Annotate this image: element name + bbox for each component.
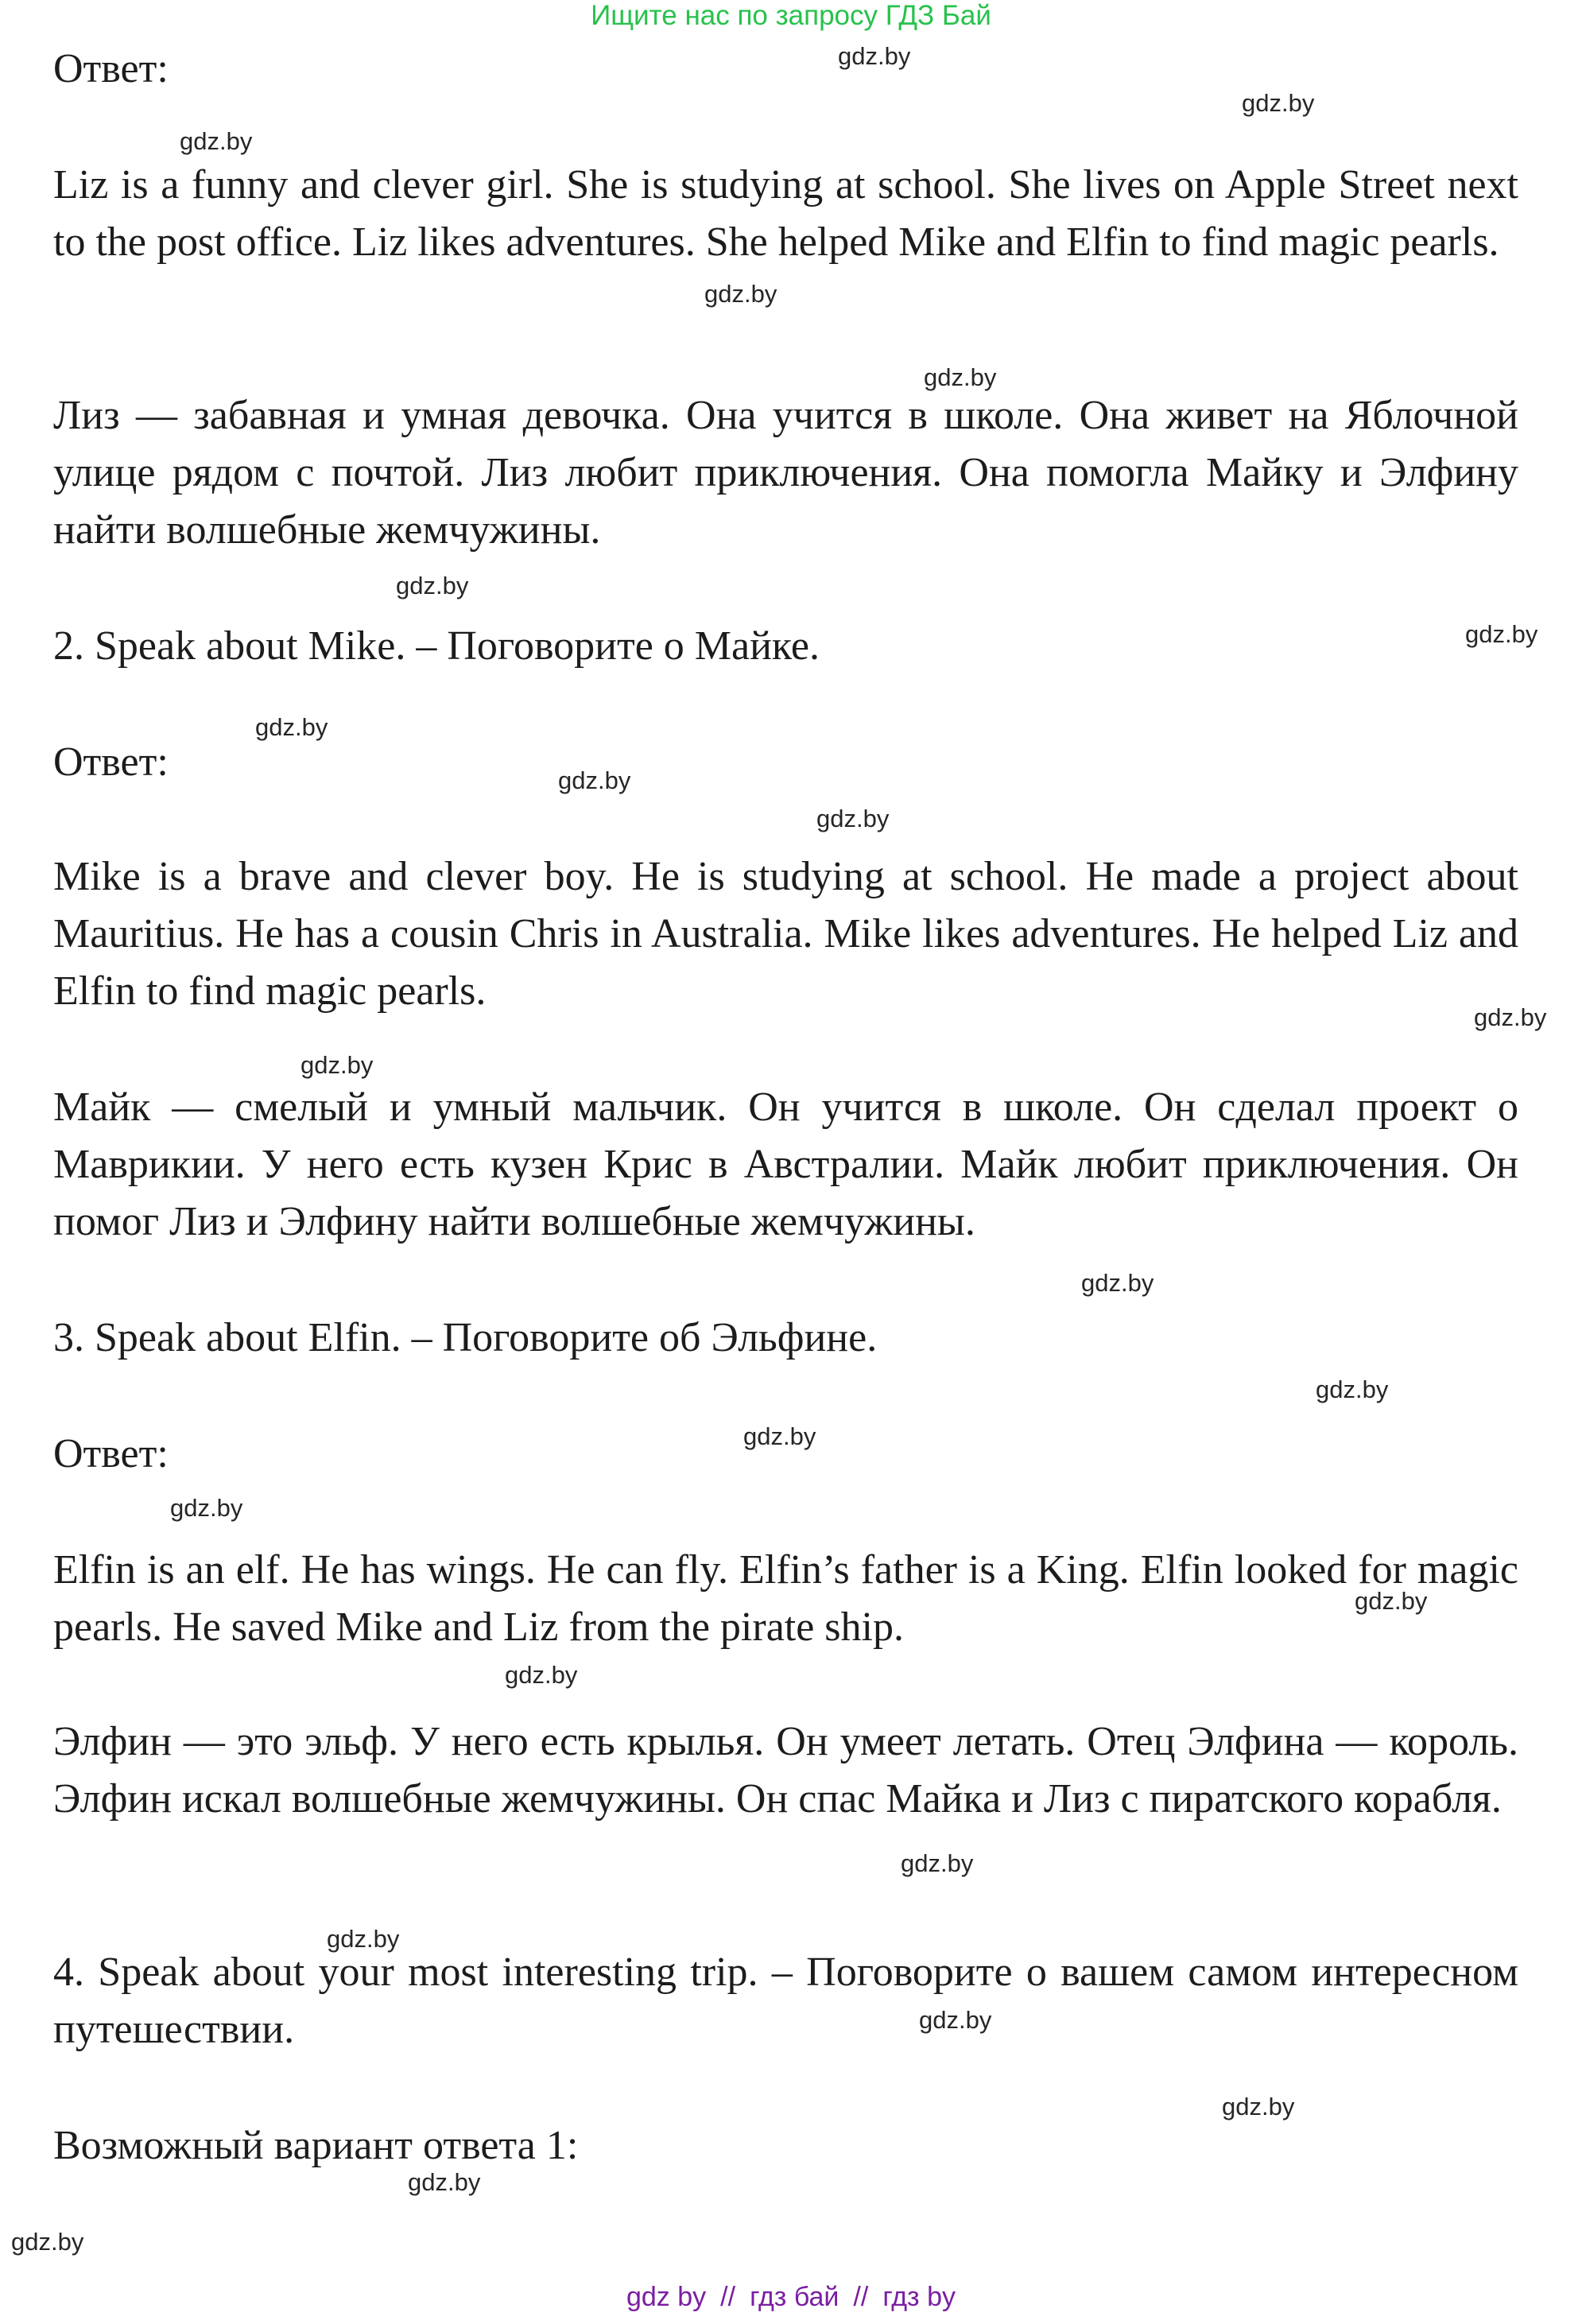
watermark: gdz.by — [1222, 2093, 1295, 2120]
elfin-russian-paragraph: Элфин — это эльф. У него есть крылья. Он умеет летать. Отец Элфина — король. Элфин искал волшебные жемчужины. Он спас Майка и Лиз с пиратского корабля. — [53, 1719, 1518, 1822]
mike-russian-paragraph: Майк — смелый и умный мальчик. Он учится в школе. Он сделал проект о Маврикии. У него есть кузен Крис в Австралии. Майк любит приключения. Он помог Лиз и Элфину найти волшебные жемчужины. — [53, 1084, 1518, 1244]
footer-links — [0, 2281, 1582, 2313]
watermark: gdz.by — [816, 805, 890, 832]
watermark: gdz.by — [1465, 620, 1538, 648]
watermark: gdz.by — [838, 42, 911, 70]
footer-link-gdz-by[interactable]: gdz by — [626, 2282, 707, 2312]
liz-english-paragraph: Liz is a funny and clever girl. She is studying at school. She lives on Apple Street next to the post office. Liz likes adventures. She helped Mike and Elfin to find magic pearls. — [53, 162, 1518, 265]
task-4-heading: 4. Speak about your most interesting trip. – Поговорите о вашем самом интересном путешествии. — [53, 1950, 1518, 2052]
watermark: gdz.by — [1316, 1375, 1389, 1403]
liz-russian-paragraph: Лиз — забавная и умная девочка. Она учится в школе. Она живет на Яблочной улице рядом с почтой. Лиз любит приключения. Она помогла Майку и Элфину найти волшебные жемчужины. — [53, 393, 1518, 553]
variant-label: Возможный вариант ответа 1: — [53, 2123, 579, 2168]
footer-link-gdz-by-ru[interactable]: гдз by — [882, 2282, 956, 2312]
watermark: gdz.by — [924, 363, 997, 391]
watermark: gdz.by — [180, 127, 253, 155]
watermark: gdz.by — [170, 1494, 243, 1522]
watermark: gdz.by — [1474, 1003, 1547, 1031]
elfin-english-paragraph: Elfin is an elf. He has wings. He can fly. Elfin’s father is a King. Elfin looked for magic pearls. He saved Mike and Liz from the pirate ship. — [53, 1547, 1518, 1650]
watermark: gdz.by — [901, 1849, 974, 1877]
watermark: gdz.by — [396, 572, 469, 599]
watermark: gdz.by — [1355, 1587, 1428, 1615]
watermark: gdz.by — [408, 2168, 481, 2196]
answer-label: Ответ: — [53, 46, 169, 91]
footer-separator: // — [853, 2282, 869, 2312]
watermark: gdz.by — [327, 1925, 400, 1953]
watermark: gdz.by — [919, 2006, 992, 2034]
watermark: gdz.by — [301, 1051, 374, 1079]
watermark: gdz.by — [1081, 1269, 1154, 1297]
top-banner: Ищите нас по запросу ГДЗ Бай — [591, 0, 991, 31]
watermark: gdz.by — [1242, 89, 1315, 117]
task-2-heading: 2. Speak about Mike. – Поговорите о Майке. — [53, 623, 820, 669]
mike-english-paragraph: Mike is a brave and clever boy. He is studying at school. He made a project about Mauritius. He has a cousin Chris in Australia. Mike likes adventures. He helped Liz and Elfin to find magic pearls. — [53, 854, 1518, 1014]
watermark: gdz.by — [11, 2228, 84, 2256]
watermark: gdz.by — [743, 1422, 816, 1450]
answer-label: Ответ: — [53, 739, 169, 785]
answer-label: Ответ: — [53, 1431, 169, 1476]
footer-link-gdz-bai[interactable]: гдз бай — [750, 2282, 839, 2312]
watermark: gdz.by — [505, 1661, 578, 1689]
footer-separator: // — [720, 2282, 736, 2312]
task-3-heading: 3. Speak about Elfin. – Поговорите об Эльфине. — [53, 1315, 878, 1360]
watermark: gdz.by — [704, 280, 777, 308]
watermark: gdz.by — [255, 713, 328, 741]
watermark: gdz.by — [558, 766, 631, 794]
